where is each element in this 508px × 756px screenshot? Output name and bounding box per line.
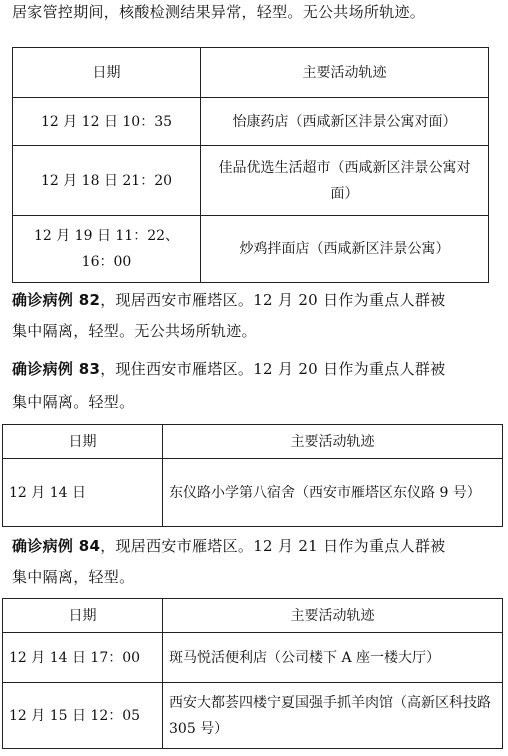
date-cell: 12 月 12 日 10：35: [13, 98, 201, 146]
table-header-row: [3, 599, 503, 633]
table-row: [13, 216, 489, 283]
activity-cell: 西安大都荟四楼宁夏国强手抓羊肉馆（高新区科技路 305 号）: [163, 683, 503, 749]
case-83-title: 确诊病例 83: [12, 360, 101, 378]
activity-cell: 东仪路小学第八宿舍（西安市雁塔区东仪路 9 号）: [163, 459, 503, 527]
date-cell: 12 月 18 日 21：20: [13, 146, 201, 216]
activity-header: 主要活动轨迹: [201, 48, 489, 98]
case-83-text-1: ，现住西安市雁塔区。12 月 20 日作为重点人群被: [100, 360, 446, 378]
date-cell: 12 月 19 日 11：22、16：00: [13, 216, 201, 283]
case-82-line-2: 集中隔离，轻型。无公共场所轨迹。: [12, 322, 257, 340]
case-83-line-1: [12, 359, 445, 379]
case-82-line-1: [12, 290, 445, 310]
activity-header: 主要活动轨迹: [163, 599, 503, 633]
case-82-title: 确诊病例 82: [12, 291, 101, 309]
date-header: 日期: [13, 48, 201, 98]
activity-table-1: [12, 47, 489, 283]
case-83-line-2: 集中隔离。轻型。: [12, 393, 135, 411]
activity-table-3: [2, 598, 503, 749]
date-cell: 12 月 14 日: [3, 459, 163, 527]
table-header-row: [3, 425, 503, 459]
table-row: [13, 98, 489, 146]
table-row: [13, 146, 489, 216]
date-header: 日期: [3, 599, 163, 633]
date-cell: 12 月 15 日 12：05: [3, 683, 163, 749]
date-header: 日期: [3, 425, 163, 459]
table-header-row: [13, 48, 489, 98]
table-row: [3, 459, 503, 527]
activity-cell: 怡康药店（西咸新区沣景公寓对面）: [201, 98, 489, 146]
table-row: [3, 683, 503, 749]
case-84-title: 确诊病例 84: [12, 537, 101, 555]
case-82-text-1: ，现居西安市雁塔区。12 月 20 日作为重点人群被: [100, 291, 446, 309]
activity-cell: 斑马悦活便利店（公司楼下 A 座一楼大厅）: [163, 633, 503, 683]
activity-cell: 佳品优选生活超市（西咸新区沣景公寓对面）: [201, 146, 489, 216]
activity-cell: 炒鸡拌面店（西咸新区沣景公寓）: [201, 216, 489, 283]
table-row: [3, 633, 503, 683]
case-84-line-1: [12, 536, 445, 556]
date-cell: 12 月 14 日 17：00: [3, 633, 163, 683]
activity-table-2: [2, 424, 503, 527]
case-84-line-2: 集中隔离，轻型。: [12, 568, 135, 586]
intro-line: 居家管控期间，核酸检测结果异常，轻型。无公共场所轨迹。: [12, 3, 426, 21]
case-84-text-1: ，现居西安市雁塔区。12 月 21 日作为重点人群被: [100, 537, 446, 555]
activity-header: 主要活动轨迹: [163, 425, 503, 459]
